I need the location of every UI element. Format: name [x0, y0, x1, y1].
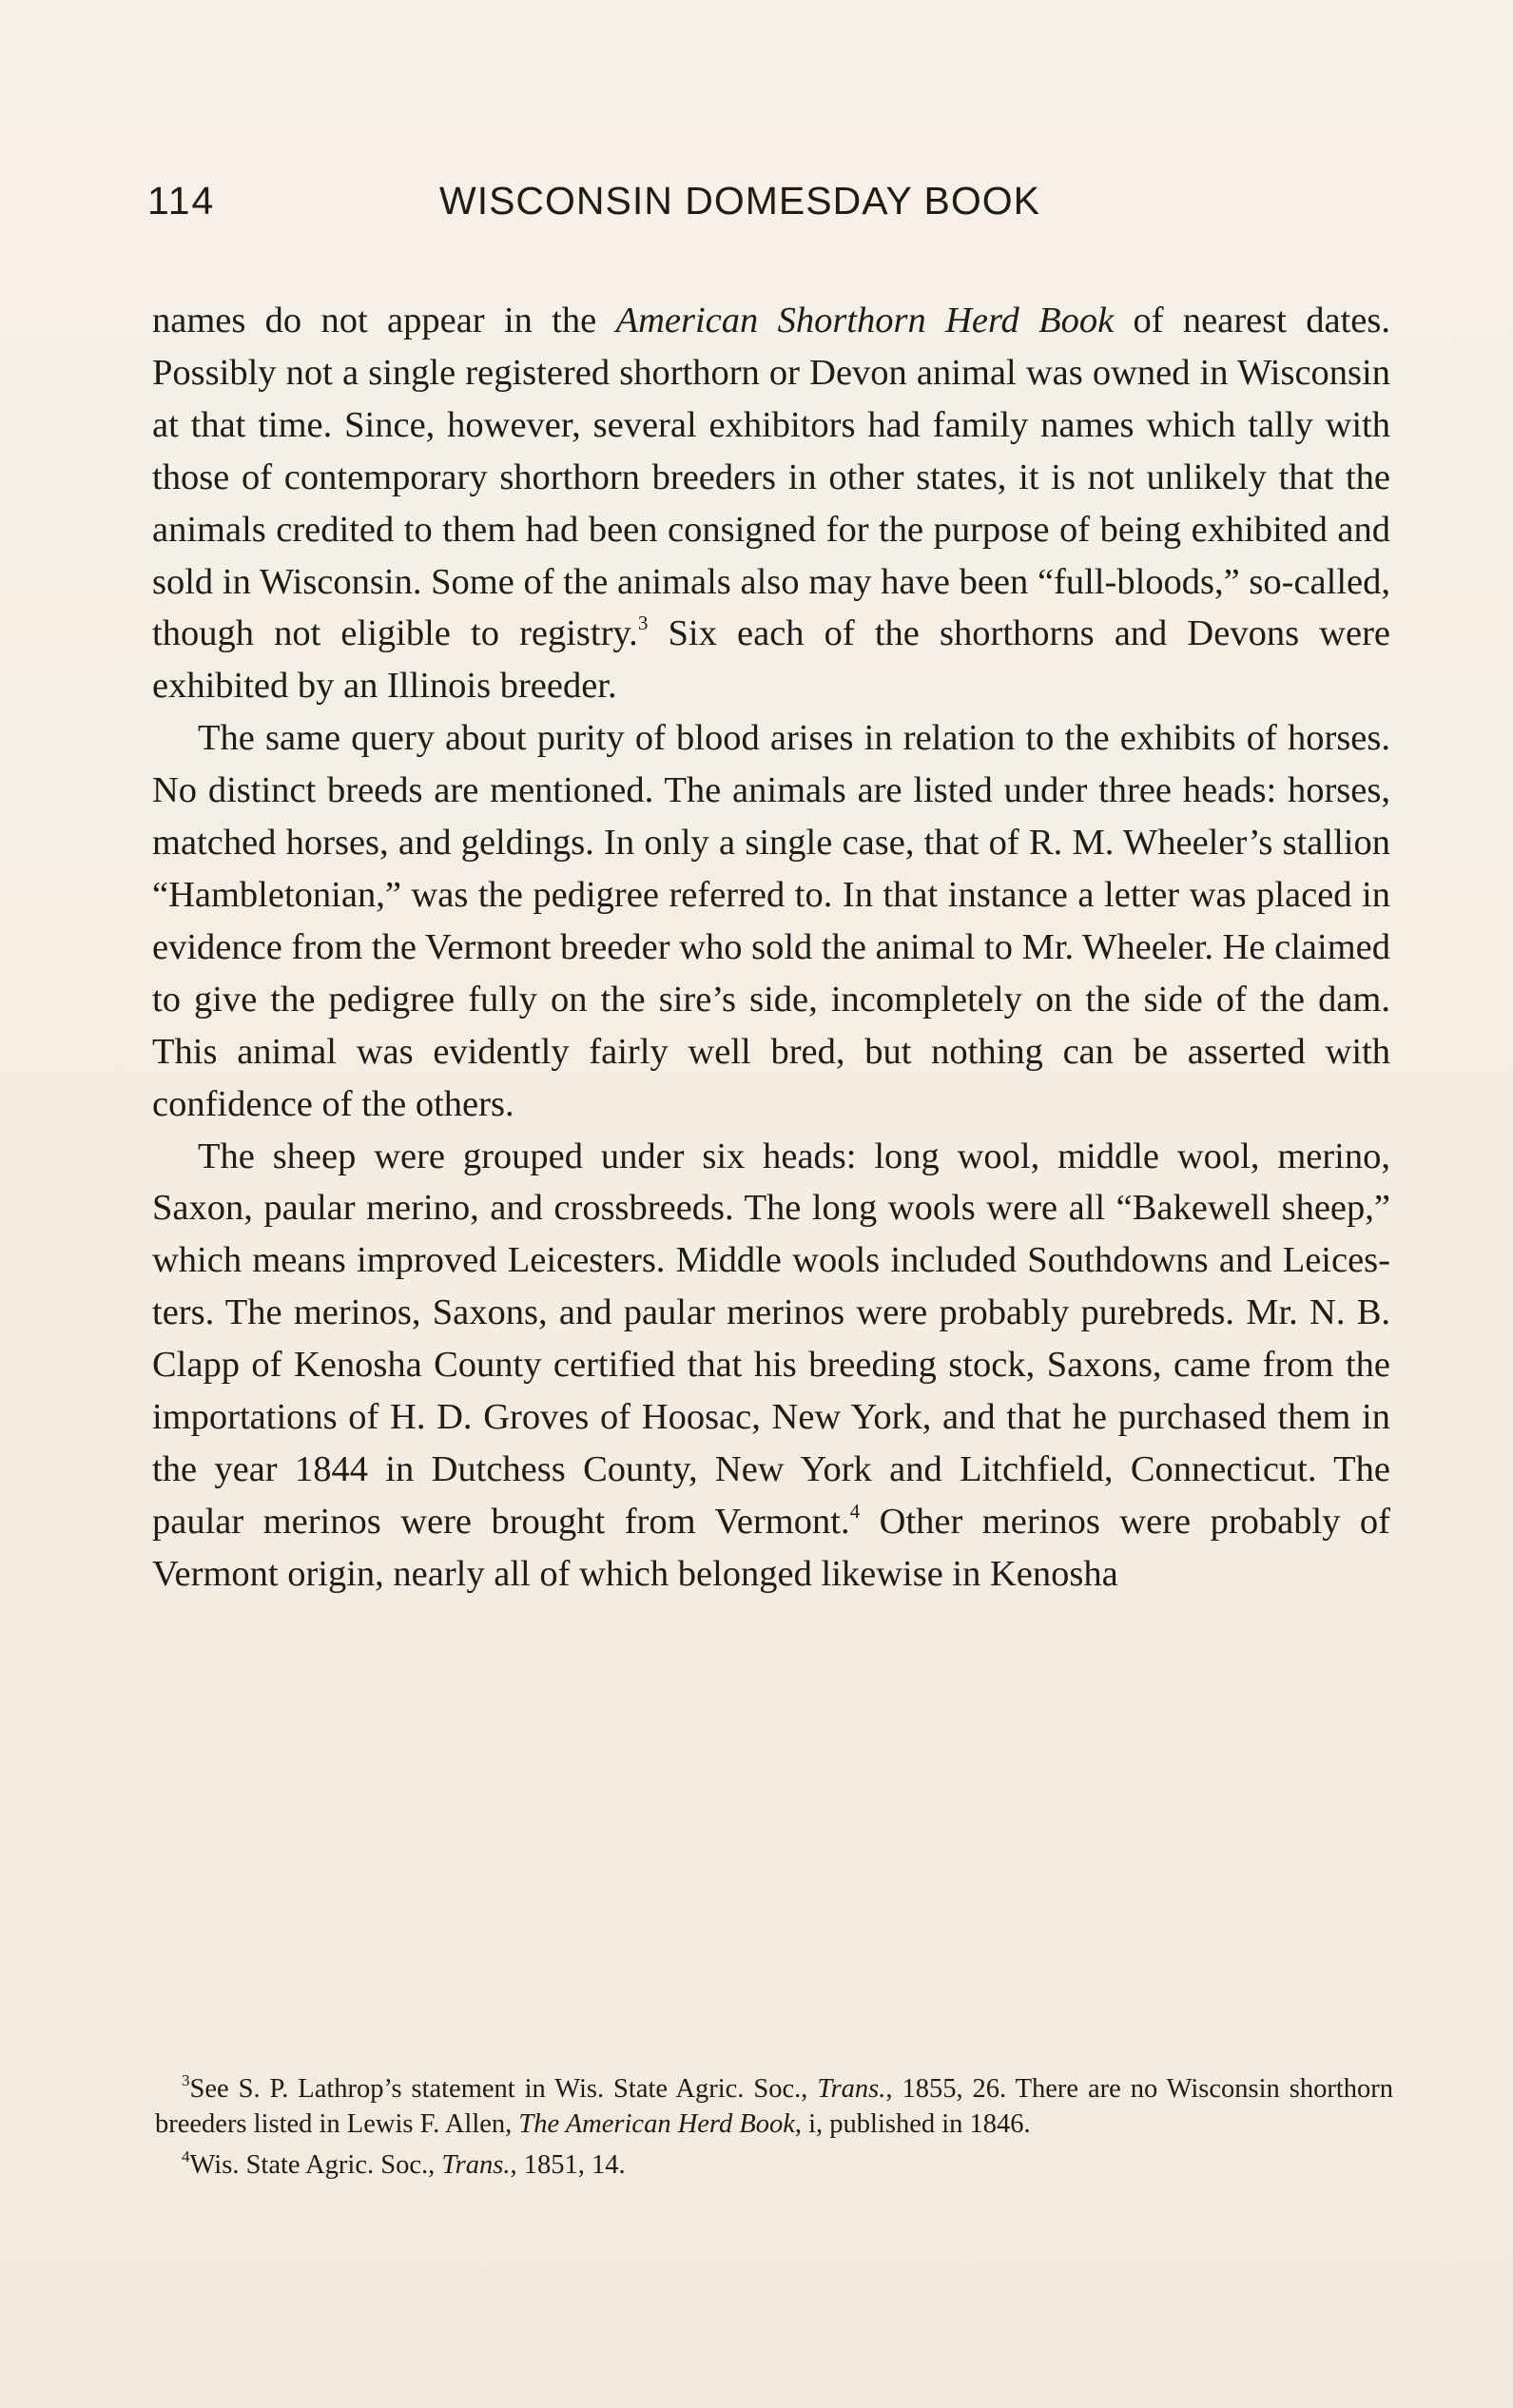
footnote-4 — [155, 2147, 1393, 2183]
paragraph-1-text-a: names do not appear in the — [152, 301, 616, 340]
footnote-4-text-b: , 1851, 14. — [510, 2150, 626, 2180]
book-title-italic: American Shorthorn Herd Book — [615, 301, 1115, 340]
paragraph-2: The same query about purity of blood arises in relation to the exhibits of horses. No distinct breeds are mentioned. The animals are listed under three heads: horses, matched horses, and geldings. In only a single case, that of R. M. Wheeler’s stallion “Hambletonian,” was the pedigree referred to. In that instance a letter was placed in evidence from the Vermont breeder who sold the animal to Mr. Wheeler. He claimed to give the pedigree fully on the sire’s side, incompletely on the side of the dam. This animal was evidently fairly well bred, but nothing can be asserted with confidence of the others. — [152, 718, 1390, 1124]
body-text — [152, 295, 1390, 1601]
paragraph-3-text-a: The sheep were grouped under six heads: long wool, middle wool, merino, Saxon, paular merino, and crossbreeds. The long wools were all “Bakewell sheep,” which means improved Leicesters. Middle wools included Southdowns and Leicesters. The merinos, Saxons, and paular merinos were probably purebreds. Mr. N. B. Clapp of Kenosha County certified that his breeding stock, Saxons, came from the importations of H. D. Groves of Hoosac, New York, and that he purchased them in the year 1844 in Dutchess County, New York and Litchfield, Connecticut. The paular merinos were brought from Vermont. — [152, 1136, 1390, 1542]
paragraph-3 — [152, 1131, 1390, 1601]
footnote-4-trans: Trans. — [441, 2150, 511, 2180]
footnote-4-mark: 4 — [182, 2147, 190, 2166]
page-number: 114 — [147, 179, 216, 223]
running-title: WISCONSIN DOMESDAY BOOK — [439, 179, 1041, 223]
running-head — [147, 179, 1395, 236]
paragraph-3-text-b: Other merinos were probably of Vermont origin, nearly all of which belonged likewise in Kenosha — [152, 1501, 1390, 1594]
footnote-3-mark: 3 — [182, 2071, 190, 2090]
paragraph-1 — [152, 295, 1390, 712]
footnote-3-text-a: See S. P. Lathrop’s statement in Wis. State Agric. Soc., — [189, 2074, 818, 2104]
footnote-ref-3: 3 — [637, 612, 649, 635]
footnote-3-text-c: , i, published in 1846. — [794, 2109, 1031, 2139]
footnote-3-book: The American Herd Book — [518, 2109, 795, 2139]
paragraph-1-text-c: Six each of the shorthorns and Devons were exhibited by an Illinois breeder. — [152, 613, 1390, 707]
footnote-3 — [155, 2071, 1393, 2142]
footnotes — [155, 2071, 1393, 2183]
footnote-4-text-a: Wis. State Agric. Soc., — [189, 2150, 442, 2180]
footnote-3-trans: Trans. — [817, 2074, 886, 2104]
footnote-ref-4: 4 — [849, 1499, 861, 1523]
footnote-3-text-b: , 1855, 26. There are no Wisconsin shorthorn breeders listed in Lewis F. Allen, — [155, 2074, 1393, 2139]
paragraph-1-text-b: of nearest dates. Possibly not a single registered shorthorn or Devon animal was owned in Wisconsin at that time. Since, however, several exhibitors had family names which tally with those of contemporary shorthorn breeders in other states, it is not unlikely that the animals credited to them had been consigned for the purpose of being exhibited and sold in Wisconsin. Some of the animals also may have been “full-bloods,” so-called, though not eligible to registry. — [152, 301, 1390, 654]
